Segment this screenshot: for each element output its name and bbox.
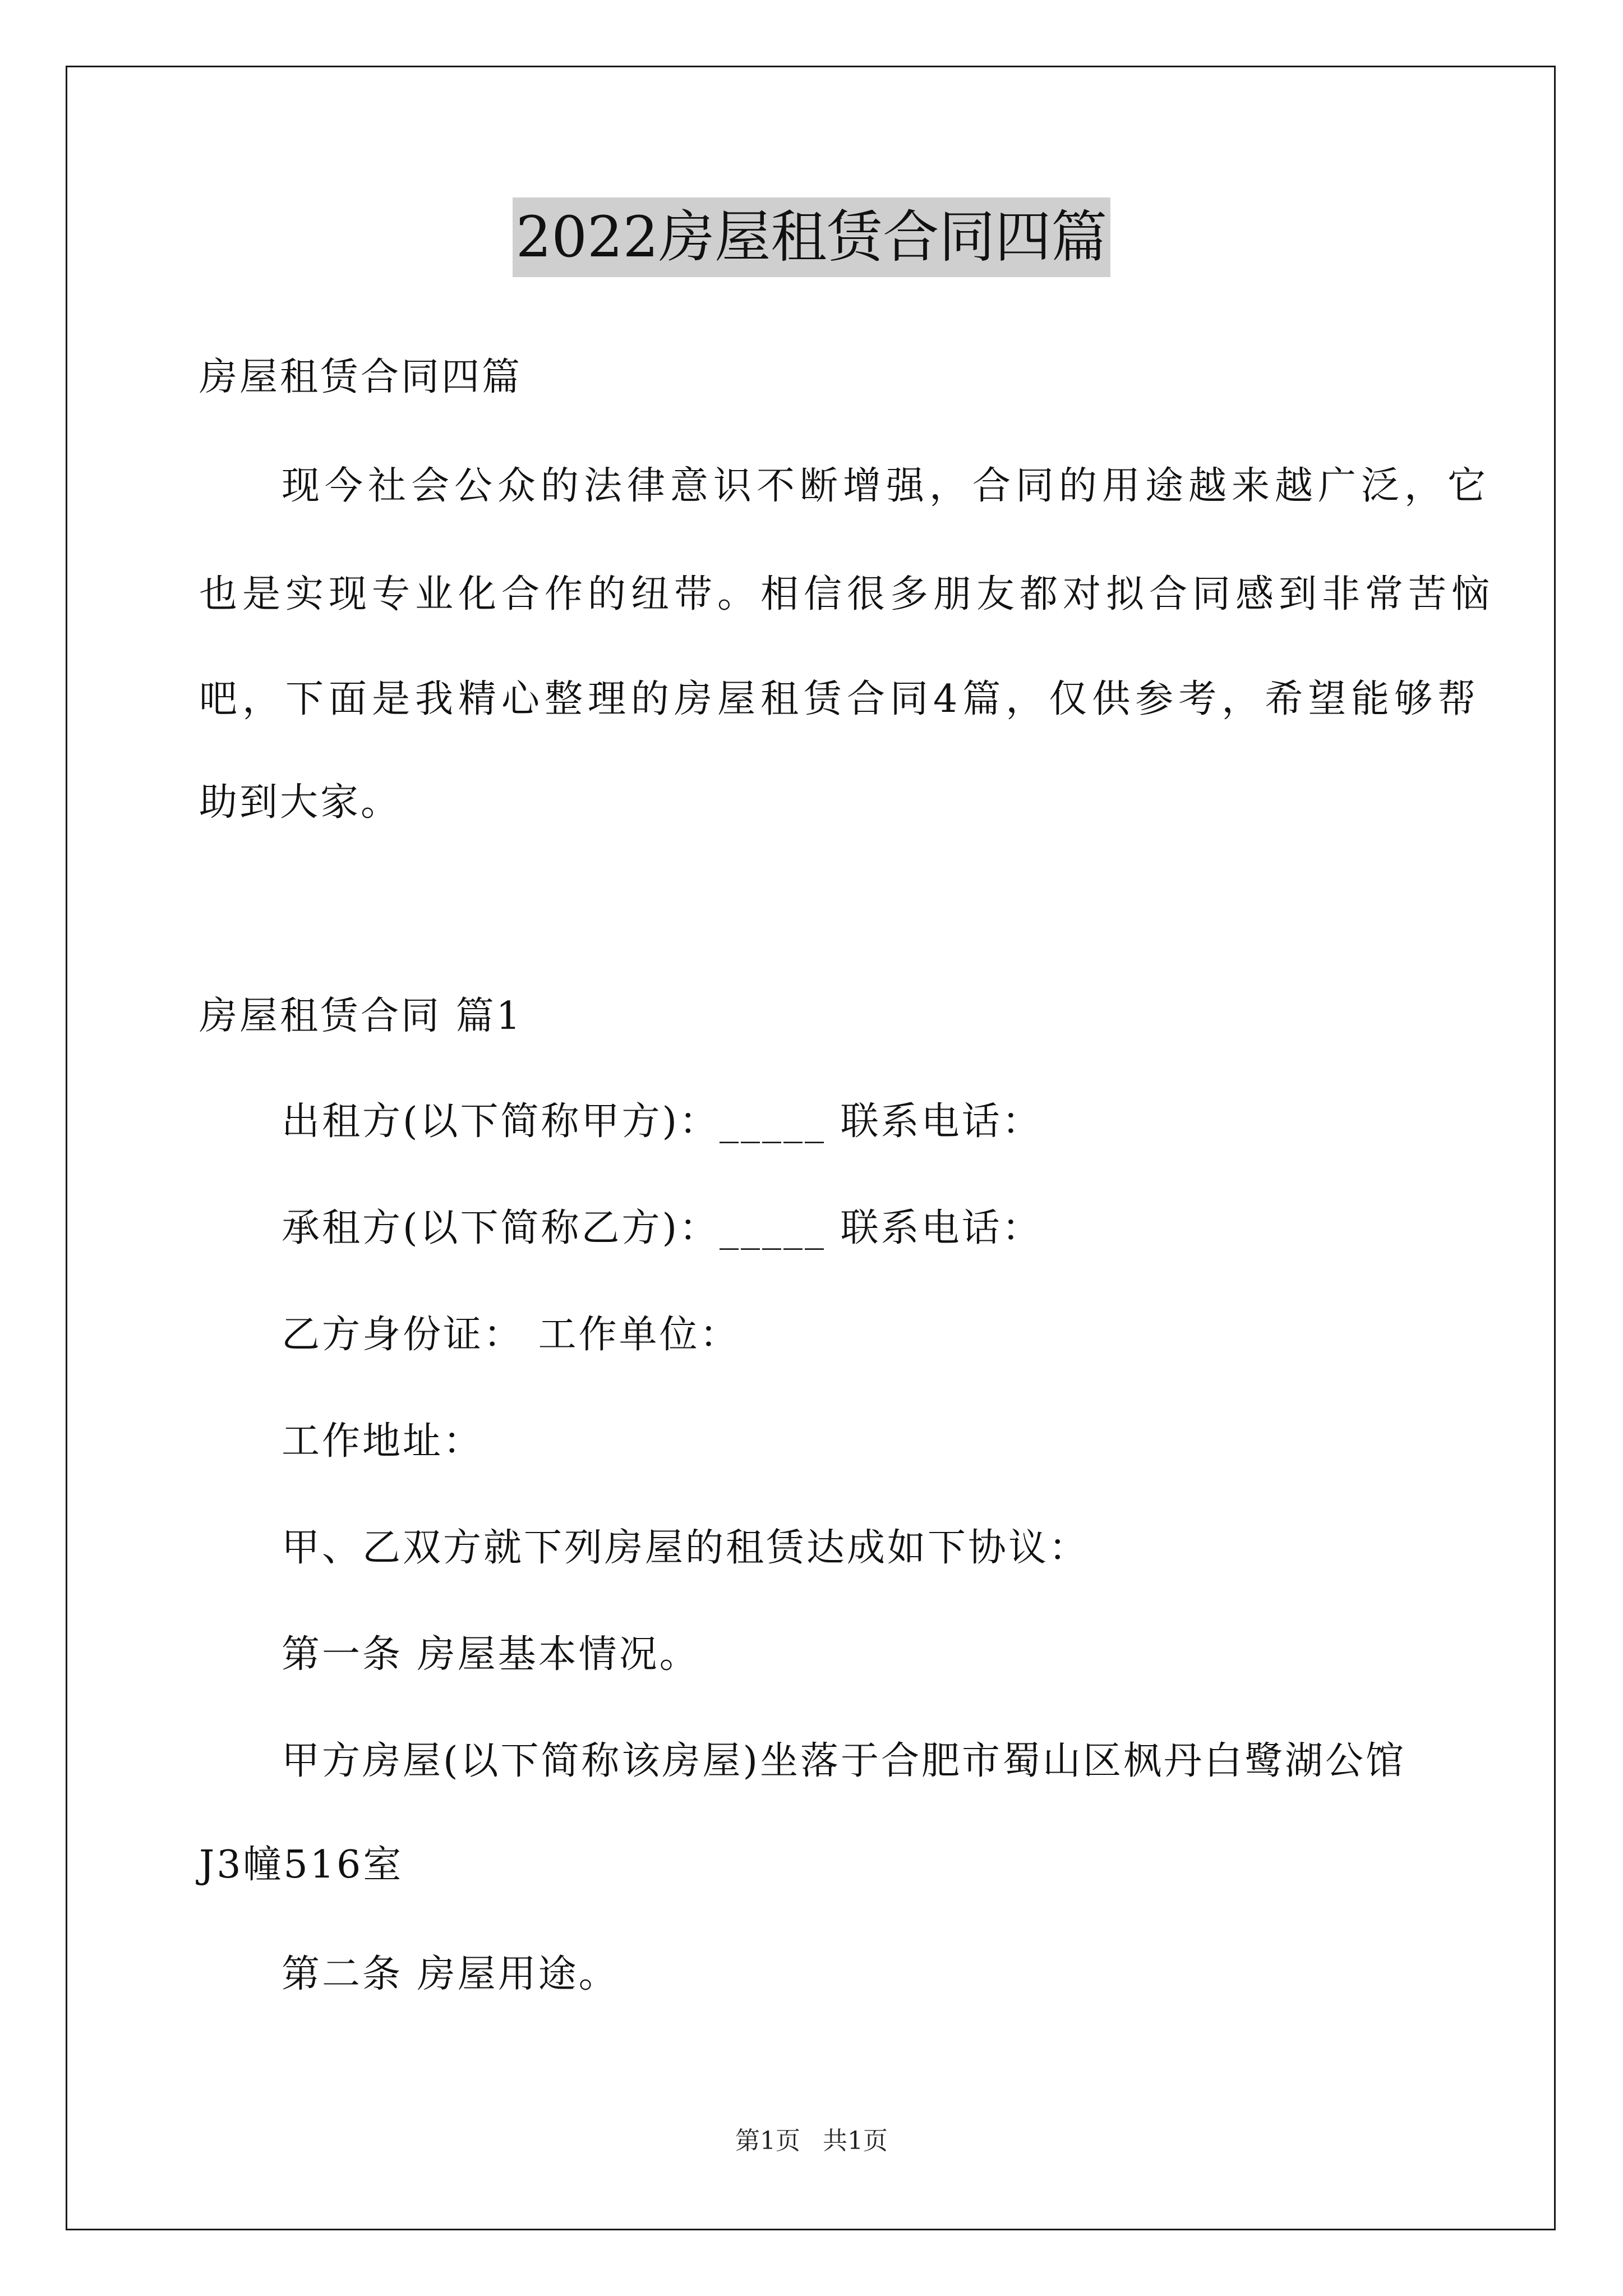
clause-property-location: 甲方房屋(以下简称该房屋)坐落于合肥市蜀山区枫丹白鹭湖公馆 — [282, 1739, 1407, 1783]
intro-line-2: 也是实现专业化合作的纽带。相信很多朋友都对拟合同感到非常苦恼 — [199, 572, 1495, 616]
intro-line-1: 现今社会公众的法律意识不断增强，合同的用途越来越广泛，它 — [282, 464, 1491, 508]
page-total: 共1页 — [823, 2127, 888, 2155]
clause-lessee: 承租方(以下简称乙方)：_____ 联系电话： — [282, 1206, 1043, 1250]
clause-article-2: 第二条 房屋用途。 — [282, 1952, 619, 1996]
clause-agreement: 甲、乙双方就下列房屋的租赁达成如下协议： — [282, 1526, 1090, 1570]
document-subtitle: 房屋租赁合同四篇 — [199, 355, 523, 399]
clause-id-employer: 乙方身份证： 工作单位： — [282, 1313, 740, 1357]
clause-work-address: 工作地址： — [282, 1419, 484, 1464]
page-footer — [0, 2124, 1623, 2158]
clause-article-1: 第一条 房屋基本情况。 — [282, 1632, 700, 1677]
intro-line-4: 助到大家。 — [199, 780, 402, 825]
clause-room-number: J3幢516室 — [199, 1843, 404, 1887]
document-title: 2022房屋租赁合同四篇 — [513, 197, 1111, 277]
intro-line-3: 吧，下面是我精心整理的房屋租赁合同4篇，仅供参考，希望能够帮 — [199, 677, 1481, 721]
title-block — [0, 197, 1623, 277]
section-heading: 房屋租赁合同 篇1 — [199, 994, 523, 1038]
clause-lessor: 出租方(以下简称甲方)：_____ 联系电话： — [282, 1099, 1043, 1144]
page-number: 第1页 — [735, 2127, 800, 2155]
